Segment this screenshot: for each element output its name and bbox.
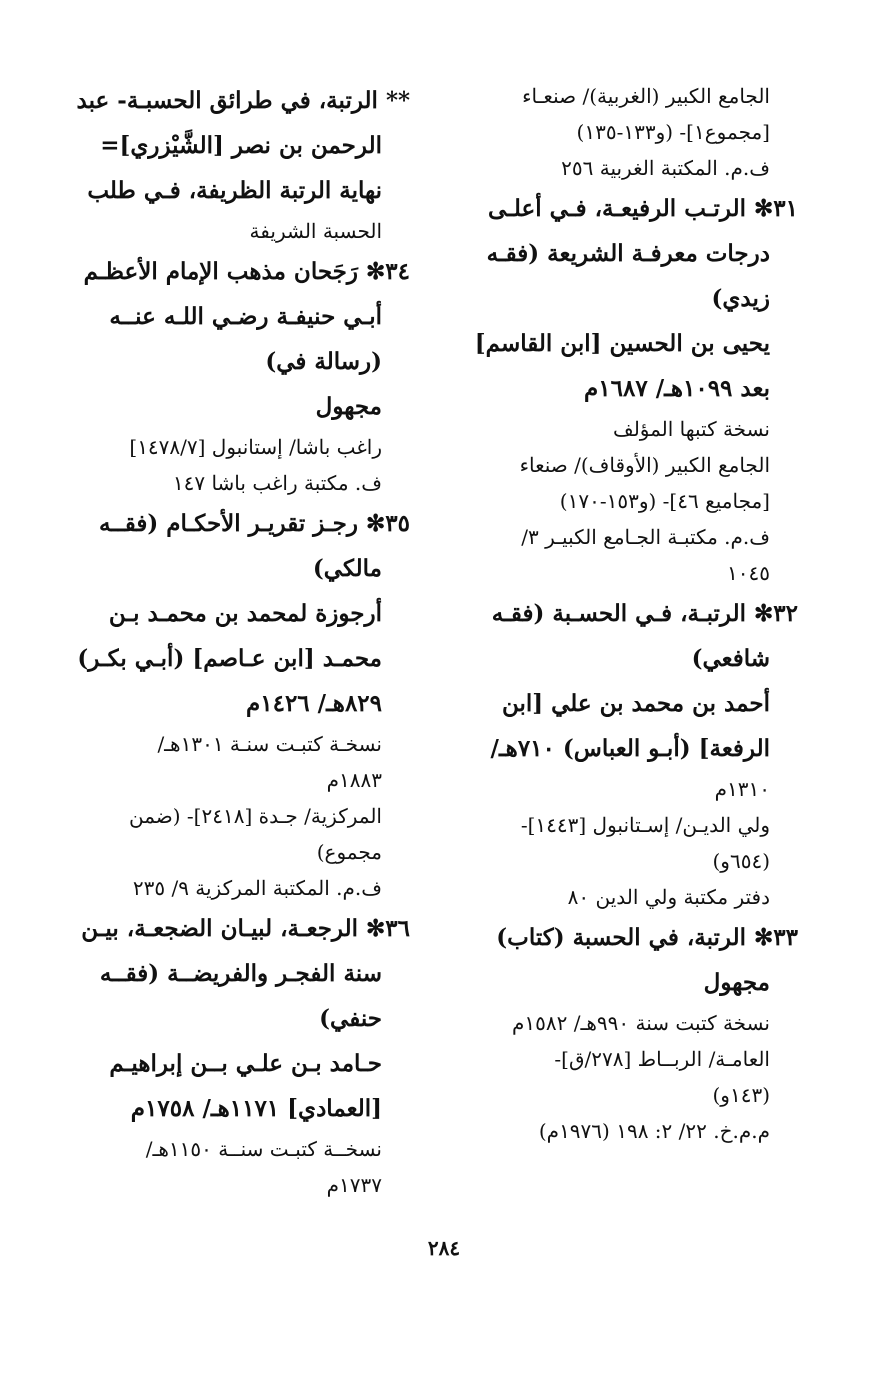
text-line: نسخــة كتبـت سنــة ١١٥٠هـ/ xyxy=(145,1137,382,1161)
bold-line: أرجوزة لمحمد بن محمـد بـن xyxy=(108,600,382,627)
bold-line: زيدي) xyxy=(711,285,770,312)
text-line: مجموع) xyxy=(316,840,382,864)
text-line: [مجاميع ٤٦]- (و١٥٣-١٧٠) xyxy=(559,489,770,513)
bold-line: أحمد بن محمد بن علي [ابن xyxy=(501,690,770,717)
text-line: الجامع الكبير (الغربية)/ صنعـاء xyxy=(522,84,770,108)
text-line: العامـة/ الربــاط [٢٧٨/ق]- xyxy=(554,1047,770,1071)
text-line: دفتر مكتبة ولي الدين ٨٠ xyxy=(567,885,770,909)
text-line: ولي الديـن/ إسـتانبول [١٤٤٣]- xyxy=(520,813,770,837)
text-line: الحسبة الشريفة xyxy=(249,219,382,243)
bold-line: شافعي) xyxy=(691,645,770,672)
text-line: (٦٥٤و) xyxy=(712,849,770,873)
text-line: نسخـة كتبـت سنـة ١٣٠١هـ/ xyxy=(157,732,382,756)
entry-heading: ٣١✻ الرتـب الرفيعـة، فـي أعلـى xyxy=(488,195,798,222)
entry-heading: ٣٢✻ الرتبـة، فـي الحسـبة (فقـه xyxy=(491,600,798,627)
bold-line: مجهول xyxy=(703,969,770,996)
entry-heading: ** الرتبة، في طرائق الحسبـة- عبد xyxy=(76,87,410,114)
bold-line: بعد ١٠٩٩هـ/ ١٦٨٧م xyxy=(584,375,770,402)
text-line: المركزية/ جـدة [٢٤١٨]- (ضمن xyxy=(128,804,382,828)
bold-line: يحيى بن الحسين [ابن القاسم] xyxy=(474,330,770,357)
text-line: ف.م. المكتبة المركزية ٩/ ٢٣٥ xyxy=(132,876,382,900)
entry-heading: ٣٦✻ الرجعـة، لبيـان الضجعـة، بيـن xyxy=(81,915,410,942)
bold-line: حنفي) xyxy=(319,1005,382,1032)
text-line: ف.م. المكتبة الغربية ٢٥٦ xyxy=(561,156,770,180)
text-line: ١٣١٠م xyxy=(714,777,770,801)
page-number: ٢٨٤ xyxy=(427,1236,461,1260)
text-line: نسخة كتبها المؤلف xyxy=(612,417,770,441)
bold-line: نهاية الرتبة الظريفة، فـي طلب xyxy=(87,177,382,204)
text-line: الجامع الكبير (الأوقاف)/ صنعاء xyxy=(519,453,770,477)
text-line: نسخة كتبت سنة ٩٩٠هـ/ ١٥٨٢م xyxy=(512,1011,770,1035)
bold-line: محمـد [ابن عـاصم] (أبـي بكـر) xyxy=(77,645,382,672)
bold-line: مجهول xyxy=(315,393,382,420)
text-line: ف.م. مكتبـة الجـامع الكبيـر ٣/ xyxy=(521,525,770,549)
bold-line: درجات معرفـة الشريعة (فقـه xyxy=(486,240,770,267)
bold-line: الرحمن بن نصر [الشَّيْزري]= xyxy=(100,132,382,159)
right-column xyxy=(440,78,798,1149)
text-line: ١٨٨٣م xyxy=(326,768,382,792)
bold-line: (رسالة في) xyxy=(265,348,382,375)
text-line: م.م.خ. ٢٢/ ٢: ١٩٨ (١٩٧٦م) xyxy=(538,1119,770,1143)
bold-line: حـامد بـن علـي بــن إبراهيـم xyxy=(109,1050,382,1077)
bold-line: مالكي) xyxy=(312,555,382,582)
bold-line: ٨٢٩هـ/ ١٤٢٦م xyxy=(245,690,382,717)
text-line: راغب باشا/ إستانبول [١٤٧٨/٧] xyxy=(129,435,382,459)
text-line: ١٠٤٥ xyxy=(727,561,770,585)
entry-heading: ٣٥✻ رجـز تقريـر الأحكـام (فقــه xyxy=(98,510,410,537)
entry-heading: ٣٤✻ رَجَحان مذهب الإمام الأعظـم xyxy=(83,258,410,285)
entry-heading: ٣٣✻ الرتبة، في الحسبة (كتاب) xyxy=(496,924,798,951)
bold-line: سنة الفجـر والفريضــة (فقــه xyxy=(99,960,382,987)
text-line: [مجموع١]- (و١٣٣-١٣٥) xyxy=(576,120,770,144)
bold-line: [العمادي] ١١٧١هـ/ ١٧٥٨م xyxy=(130,1095,382,1122)
left-column xyxy=(52,78,410,1203)
text-line: (١٤٣و) xyxy=(712,1083,770,1107)
text-line: ف. مكتبة راغب باشا ١٤٧ xyxy=(172,471,382,495)
text-line: ١٧٣٧م xyxy=(326,1173,382,1197)
bold-line: الرفعة] (أبـو العباس) ٧١٠هـ/ xyxy=(490,735,770,762)
bold-line: أبـي حنيفـة رضـي اللـه عنــه xyxy=(109,303,382,330)
